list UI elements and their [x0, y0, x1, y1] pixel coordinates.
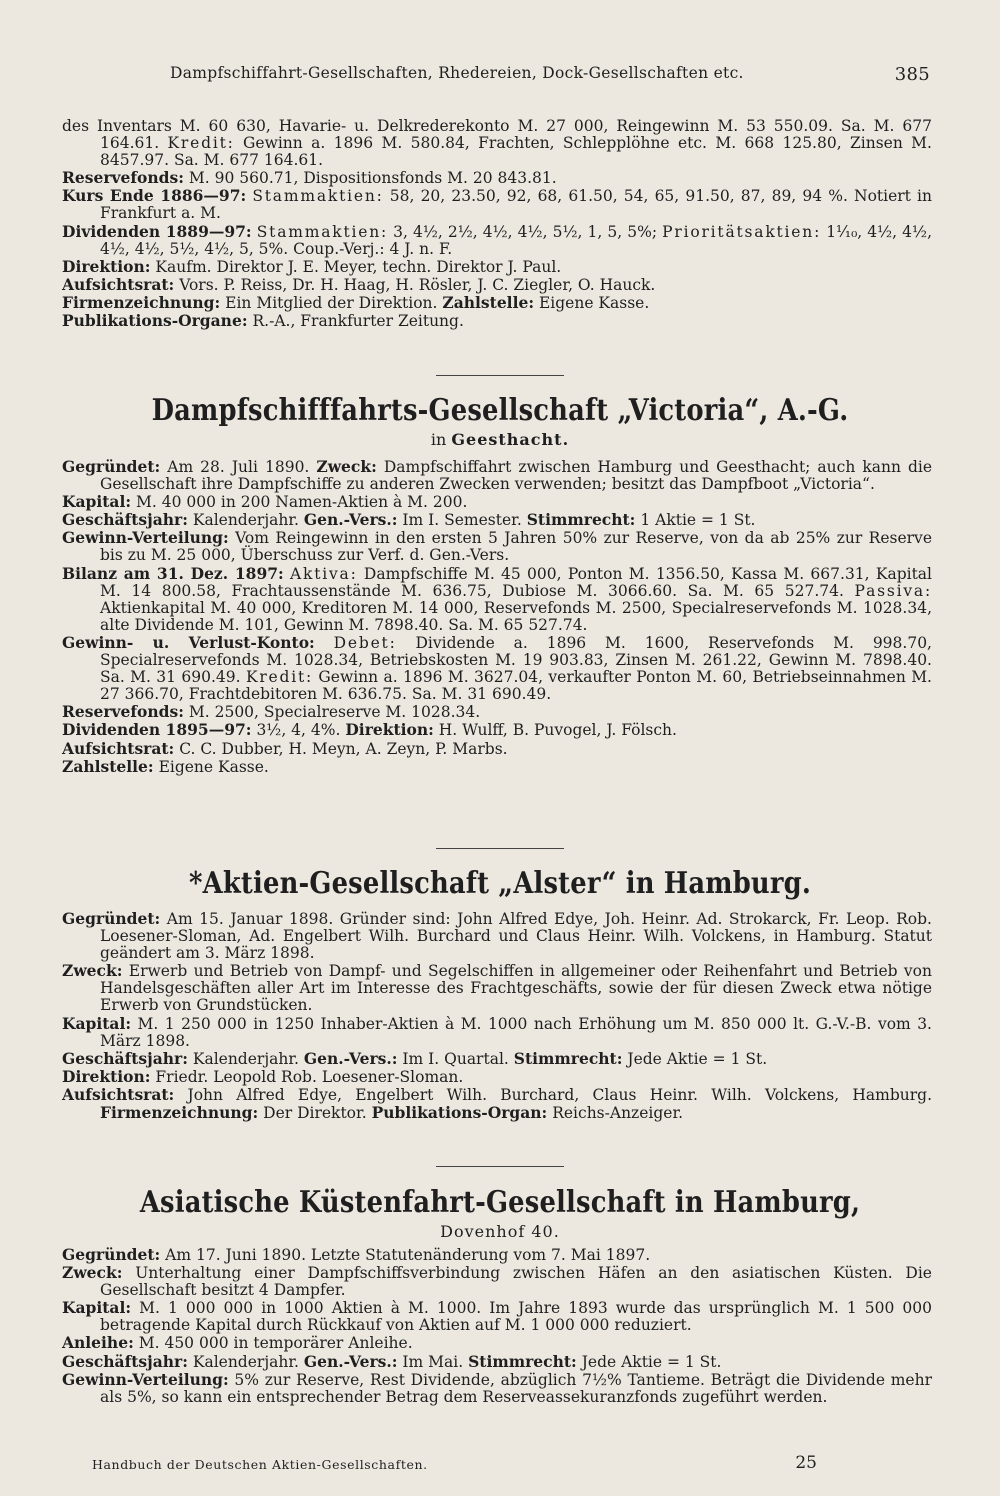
entry-reservefonds: Reservefonds: M. 2500, Specialreserve M. 1028.34.: [62, 702, 481, 722]
entry-inventory: des Inventars M. 60 630, Havarie- u. Delkrederekonto M. 27 000, Reingewinn M. 53 550.09. Sa. M. 677 164.61. Kredit: Gewinn a. 1896 M. 580.84, Frachten, Schlepplöhne etc. M. 668 125.80, Zinsen M. 8457.97. Sa. M. 677 164.61.: [62, 117, 932, 170]
entry-gewinn-verlust: Gewinn- u. Verlust-Konto: Debet: Dividende a. 1896 M. 1600, Reservefonds M. 998.70, Specialreservefonds M. 1028.34, Betriebskosten M. 19 903.83, Zinsen M. 261.22, Gewinn M. 7898.40. Sa. M. 31 690.49. Kredit: Gewinn a. 1896 M. 3627.04, verkaufter Ponton M. 60, Betriebseinnahmen M. 27 366.70, Frachtdebitoren M. 636.75. Sa. M. 31 690.49.: [62, 632, 932, 704]
entry-geschaeftsjahr: Geschäftsjahr: Kalenderjahr. Gen.-Vers.: Im I. Quartal. Stimmrecht: Jede Aktie = 1 St.: [62, 1048, 768, 1068]
entry-kapital: Kapital: M. 1 250 000 in 1250 Inhaber-Aktien à M. 1000 nach Erhöhung um M. 850 000 lt. G.-V.-B. vom 3. März 1898.: [62, 1013, 932, 1050]
entry-gegruendet: Gegründet: Am 17. Juni 1890. Letzte Statutenänderung vom 7. Mai 1897.: [62, 1245, 651, 1264]
section-divider: [436, 1166, 564, 1167]
entry-zahlstelle: Zahlstelle: Eigene Kasse.: [62, 756, 269, 776]
entry-gegruendet: Gegründet: Am 15. Januar 1898. Gründer sind: John Alfred Edye, Joh. Heinr. Ad. Strokarck, Fr. Leop. Rob. Loesener-Sloman, Ad. Engelbert Wilh. Burchard und Claus Heinr. Wilh. Volckens, in Hamburg. Statut geändert am 3. März 1898.: [62, 909, 932, 963]
entry-anleihe: Anleihe: M. 450 000 in temporärer Anleihe.: [62, 1333, 413, 1353]
entry-direktion: Direktion: Friedr. Leopold Rob. Loesener-Sloman.: [62, 1066, 464, 1086]
footer-source: Handbuch der Deutschen Aktien-Gesellschaften.: [92, 1457, 428, 1472]
running-title: Dampfschiffahrt-Gesellschaften, Rhedereien, Dock-Gesellschaften etc.: [170, 64, 744, 82]
page-footer: [92, 1453, 817, 1475]
section-divider: [436, 848, 564, 849]
section-divider: [436, 375, 564, 376]
entry-dividenden: Dividenden 1889—97: Stammaktien: 3, 4½, 2½, 4½, 4½, 5½, 1, 5, 5%; Prioritätsaktien: 1¹⁄₁₀, 4½, 4½, 4½, 4½, 5½, 4½, 5, 5%. Coup.-Verj.: 4 J. n. F.: [62, 221, 932, 258]
entry-bilanz: Bilanz am 31. Dez. 1897: Aktiva: Dampfschiffe M. 45 000, Ponton M. 1356.50, Kassa M. 667.31, Kapital M. 14 800.58, Frachtaussenstände M. 636.75, Dubiose M. 3066.60. Sa. M. 65 527.74. Passiva: Aktienkapital M. 40 000, Kreditoren M. 14 000, Reservefonds M. 2500, Specialreservefonds M. 1028.34, alte Dividende M. 101, Gewinn M. 7898.40. Sa. M. 65 527.74.: [62, 563, 932, 634]
company-title-alster: *Aktien-Gesellschaft „Alster“ in Hamburg.: [189, 866, 811, 901]
entry-geschaeftsjahr: Geschäftsjahr: Kalenderjahr. Gen.-Vers.: Im Mai. Stimmrecht: Jede Aktie = 1 St.: [62, 1351, 722, 1371]
entry-reservefonds: Reservefonds: M. 90 560.71, Dispositionsfonds M. 20 843.81.: [62, 168, 557, 188]
page-number: 385: [894, 64, 930, 85]
company-address-asiatische: Dovenhof 40.: [440, 1222, 560, 1241]
company-title-asiatische: Asiatische Küstenfahrt-Gesellschaft in Hamburg,: [139, 1185, 861, 1220]
previous-entry: [62, 118, 932, 330]
alster-entry: [62, 910, 932, 1122]
entry-aufsichtsrat: Aufsichtsrat: C. C. Dubber, H. Meyn, A. Zeyn, P. Marbs.: [62, 738, 508, 758]
footer-signature: 25: [795, 1453, 817, 1473]
asiatische-entry: [62, 1246, 932, 1406]
entry-kapital: Kapital: M. 40 000 in 200 Namen-Aktien à M. 200.: [62, 492, 468, 512]
entry-firmenzeichnung: Firmenzeichnung: Ein Mitglied der Direktion. Zahlstelle: Eigene Kasse.: [62, 292, 650, 312]
entry-kurs: Kurs Ende 1886—97: Stammaktien: 58, 20, 23.50, 92, 68, 61.50, 54, 65, 91.50, 87, 89, 94 %. Notiert in Frankfurt a. M.: [62, 186, 932, 223]
entry-dividenden: Dividenden 1895—97: 3½, 4, 4%. Direktion: H. Wulff, B. Puvogel, J. Fölsch.: [62, 720, 677, 740]
entry-gewinnverteilung: Gewinn-Verteilung: 5% zur Reserve, Rest Dividende, abzüglich 7½% Tantieme. Beträgt die Dividende mehr als 5%, so kann ein entsprechender Betrag dem Reserveassekuranzfonds zugeführt werden.: [62, 1369, 932, 1406]
company-title-victoria: Dampfschifffahrts-Gesellschaft „Victoria“, A.-G.: [151, 393, 849, 428]
entry-publikationen: Publikations-Organe: R.-A., Frankfurter Zeitung.: [62, 311, 464, 331]
page-header: [170, 64, 930, 86]
entry-aufsichtsrat: Aufsichtsrat: Vors. P. Reiss, Dr. H. Haag, H. Rösler, J. C. Ziegler, O. Hauck.: [62, 274, 656, 294]
entry-zweck: Zweck: Erwerb und Betrieb von Dampf- und Segelschiffen in allgemeiner oder Reihenfahrt und Betrieb von Handelsgeschäften aller Art im Interesse des Frachtgeschäfts, sowie der für diesen Zweck etwa nötige Erwerb von Grundstücken.: [62, 961, 932, 1015]
company-location-victoria: in Geesthacht.: [430, 430, 570, 449]
entry-direktion: Direktion: Kaufm. Direktor J. E. Meyer, techn. Direktor J. Paul.: [62, 256, 562, 276]
entry-aufsichtsrat: Aufsichtsrat: John Alfred Edye, Engelbert Wilh. Burchard, Claus Heinr. Wilh. Volckens, Hamburg. Firmenzeichnung: Der Direktor. Publikations-Organ: Reichs-Anzeiger.: [62, 1084, 932, 1123]
entry-zweck: Zweck: Unterhaltung einer Dampfschiffsverbindung zwischen Häfen an den asiatischen Küsten. Die Gesellschaft besitzt 4 Dampfer.: [62, 1263, 932, 1300]
entry-kapital: Kapital: M. 1 000 000 in 1000 Aktien à M. 1000. Im Jahre 1893 wurde das ursprünglich M. 1 500 000 betragende Kapital durch Rückkauf von Aktien auf M. 1 000 000 reduziert.: [62, 1298, 932, 1335]
entry-gegruendet: Gegründet: Am 28. Juli 1890. Zweck: Dampfschiffahrt zwischen Hamburg und Geesthacht; auch kann die Gesellschaft ihre Dampfschiffe zu anderen Zwecken verwenden; besitzt das Dampfboot „Victoria“.: [62, 457, 932, 494]
entry-gewinnverteilung: Gewinn-Verteilung: Vom Reingewinn in den ersten 5 Jahren 50% zur Reserve, von da ab 25% zur Reserve bis zu M. 25 000, Überschuss zur Verf. d. Gen.-Vers.: [62, 528, 932, 565]
victoria-entry: [62, 458, 932, 776]
entry-geschaeftsjahr: Geschäftsjahr: Kalenderjahr. Gen.-Vers.: Im I. Semester. Stimmrecht: 1 Aktie = 1 St.: [62, 510, 756, 530]
